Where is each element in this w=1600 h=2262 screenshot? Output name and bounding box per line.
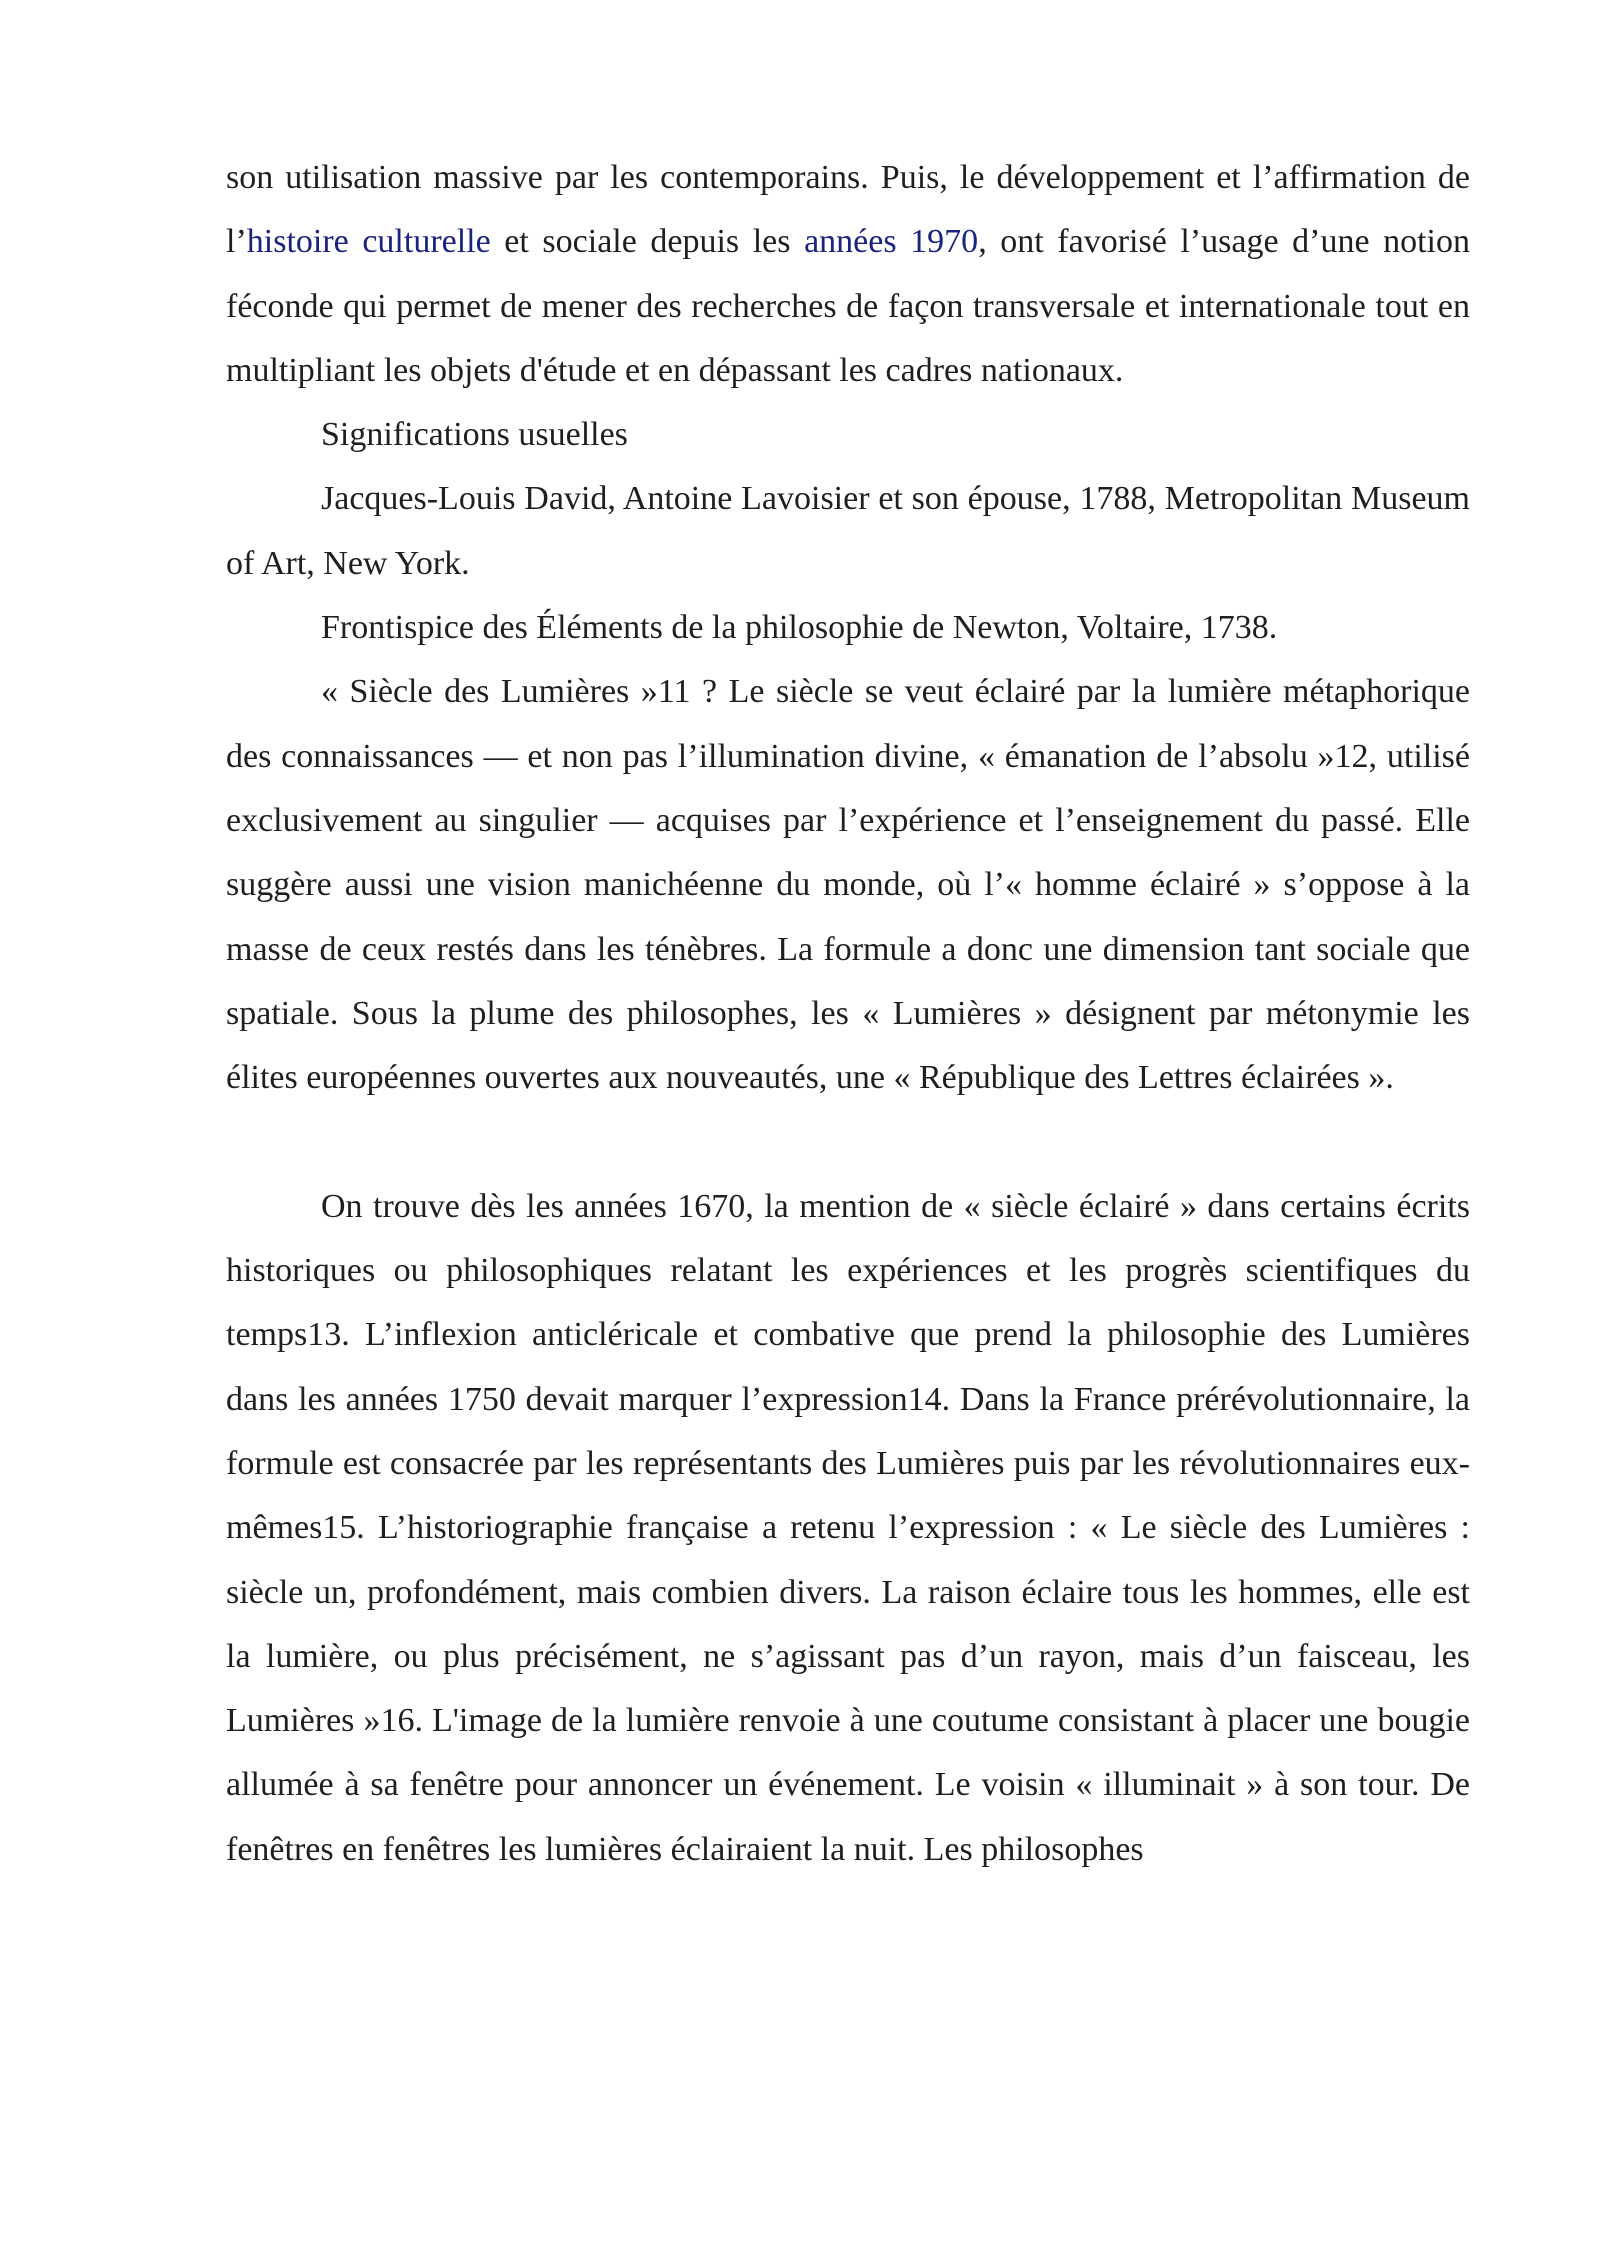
paragraph-1-text-a: son utilisation massive par les contemporains. Puis, le développement et l’affirmation de l’	[226, 159, 1470, 261]
caption-frontispice: Frontispice des Éléments de la philosophie de Newton, Voltaire, 1738.	[321, 609, 1278, 647]
link-annees-1970[interactable]: années 1970	[804, 223, 979, 261]
caption-lavoisier: Jacques-Louis David, Antoine Lavoisier et son épouse, 1788, Metropolitan Museum of Art, New York.	[226, 480, 1470, 582]
paragraph-siecle-eclaire: On trouve dès les années 1670, la mention de « siècle éclairé » dans certains écrits historiques ou philosophiques relatant les expériences et les progrès scientifiques du temps13. L’inflexion anticléricale et combative que prend la philosophie des Lumières dans les années 1750 devait marquer l’expression14. Dans la France prérévolutionnaire, la formule est consacrée par les représentants des Lumières puis par les révolutionnaires eux-mêmes15. L’historiographie française a retenu l’expression : « Le siècle des Lumières : siècle un, profondément, mais combien divers. La raison éclaire tous les hommes, elle est la lumière, ou plus précisément, ne s’agissant pas d’un rayon, mais d’un faisceau, les Lumières »16. L'image de la lumière renvoie à une coutume consistant à placer une bougie allumée à sa fenêtre pour annoncer un événement. Le voisin « illuminait » à son tour. De fenêtres en fenêtres les lumières éclairaient la nuit. Les philosophes	[226, 1187, 1470, 1868]
section-heading-significations: Significations usuelles	[321, 416, 628, 454]
document-body	[226, 146, 1470, 1882]
paragraph-1-text-c: , ont favorisé l’usage d’une notion féconde qui permet de mener des recherches de façon transversale et internationale tout en multipliant les objets d'étude et en dépassant les cadres nationaux.	[226, 223, 1471, 389]
paragraph-1	[226, 146, 1470, 403]
link-histoire-culturelle[interactable]: histoire culturelle	[246, 223, 491, 261]
paragraph-siecle-des-lumieres: « Siècle des Lumières »11 ? Le siècle se veut éclairé par la lumière métaphorique des connaissances — et non pas l’illumination divine, « émanation de l’absolu »12, utilisé exclusivement au singulier — acquises par l’expérience et l’enseignement du passé. Elle suggère aussi une vision manichéenne du monde, où l’« homme éclairé » s’oppose à la masse de ceux restés dans les ténèbres. La formule a donc une dimension tant sociale que spatiale. Sous la plume des philosophes, les « Lumières » désignent par métonymie les élites européennes ouvertes aux nouveautés, une « République des Lettres éclairées ».	[226, 673, 1470, 1097]
paragraph-1-text-b: et sociale depuis les	[490, 223, 805, 261]
paragraph-spacer	[226, 1110, 1470, 1174]
